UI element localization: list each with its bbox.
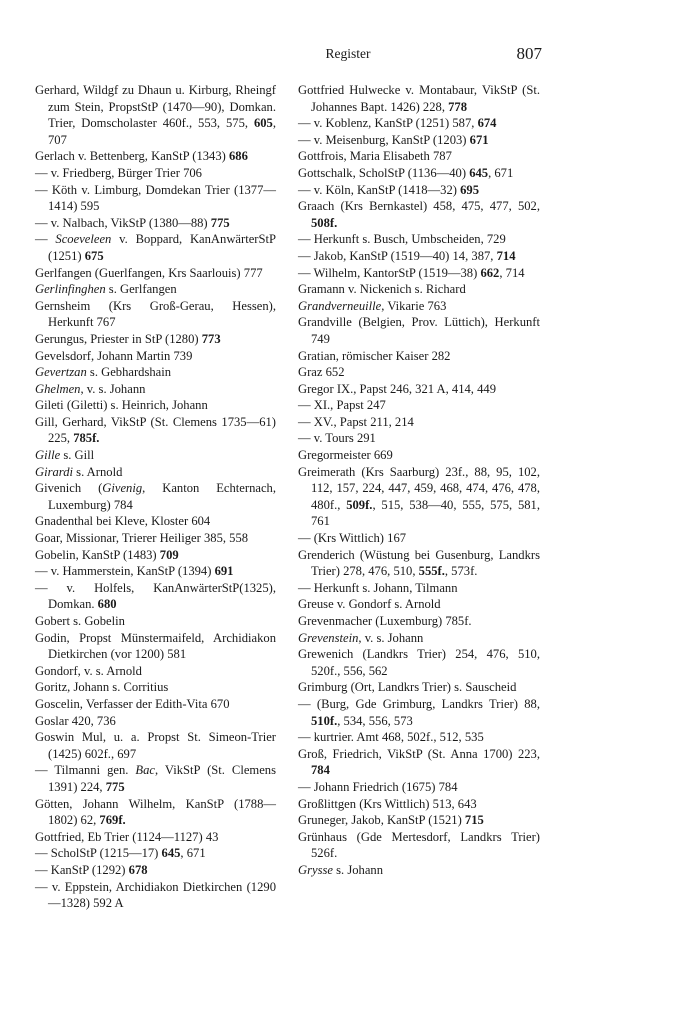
index-entry: Ghelmen, v. s. Johann <box>35 381 146 396</box>
index-entry: Godin, Propst Münstermaifeld, Archidiakon Dietkirchen (vor 1200) 581 <box>35 630 276 662</box>
index-entry: Großlittgen (Krs Wittlich) 513, 643 <box>298 796 477 811</box>
index-entry: Goritz, Johann s. Corritius <box>35 680 169 695</box>
index-entry: Grevenstein, v. s. Johann <box>298 630 424 645</box>
index-entry: Grandverneuille, Vikarie 763 <box>298 298 447 313</box>
index-entry: — Johann Friedrich (1675) 784 <box>298 779 458 794</box>
index-entry: Gerhard, Wildgf zu Dhaun u. Kirburg, Rheingf zum Stein, PropstStP (1470—90), Domkan. Trier, Domscholaster 460f., 553, 575, 605, 707 <box>35 83 276 147</box>
index-entry: Grysse s. Johann <box>298 862 384 877</box>
index-entry: Gottschalk, ScholStP (1136—40) 645, 671 <box>298 165 514 180</box>
index-entry: Gobert s. Gobelin <box>35 614 125 628</box>
index-column-right <box>298 82 540 879</box>
index-entry: — XV., Papst 211, 214 <box>298 414 414 429</box>
index-entry: — KanStP (1292) 678 <box>35 862 148 877</box>
index-entry: — v. Friedberg, Bürger Trier 706 <box>35 165 202 180</box>
index-entry: Goslar 420, 736 <box>35 713 116 728</box>
index-entry: — Scoeveleen v. Boppard, KanAnwärterStP (1251) 675 <box>35 232 276 263</box>
index-entry: Gondorf, v. s. Arnold <box>35 663 142 678</box>
index-entry: — Herkunft s. Busch, Umbscheiden, 729 <box>298 232 506 247</box>
index-entry: Gnadenthal bei Kleve, Kloster 604 <box>35 514 211 529</box>
index-entry: — kurtrier. Amt 468, 502f., 512, 535 <box>298 730 484 745</box>
index-entry: — Wilhelm, KantorStP (1519—38) 662, 714 <box>298 265 525 280</box>
index-entry: Gottfried Hulwecke v. Montabaur, VikStP (St. Johannes Bapt. 1426) 228, 778 <box>298 83 540 114</box>
index-entry: — Jakob, KanStP (1519—40) 14, 387, 714 <box>298 248 516 263</box>
running-title: Register <box>325 46 371 61</box>
index-entry: Gobelin, KanStP (1483) 709 <box>35 547 179 562</box>
index-entry: — ScholStP (1215—17) 645, 671 <box>35 846 206 861</box>
index-entry: Gernsheim (Krs Groß-Gerau, Hessen), Herkunft 767 <box>35 298 276 330</box>
index-entry: Gevertzan s. Gebhardshain <box>35 365 172 380</box>
index-entry: — (Burg, Gde Grimburg, Landkrs Trier) 88, 510f., 534, 556, 573 <box>298 696 540 728</box>
index-entry: Gerlfangen (Guerlfangen, Krs Saarlouis) 777 <box>35 265 263 280</box>
index-entry: Gille s. Gill <box>35 448 95 463</box>
index-entry: Grimburg (Ort, Landkrs Trier) s. Sauscheid <box>298 680 517 695</box>
index-entry: Gevelsdorf, Johann Martin 739 <box>35 348 193 363</box>
index-entry: Grenderich (Wüstung bei Gusenburg, Landkrs Trier) 278, 476, 510, 555f., 573f. <box>298 547 540 579</box>
index-entry: Graach (Krs Bernkastel) 458, 475, 477, 502, 508f. <box>298 199 540 230</box>
index-entry: Gerlach v. Bettenberg, KanStP (1343) 686 <box>35 149 248 164</box>
index-entry: — v. Hammerstein, KanStP (1394) 691 <box>35 564 234 579</box>
index-entry: Gerungus, Priester in StP (1280) 773 <box>35 331 221 346</box>
index-entry: — v. Holfels, KanAnwärterStP(1325), Domkan. 680 <box>35 580 276 612</box>
index-entry: Gileti (Giletti) s. Heinrich, Johann <box>35 398 208 413</box>
index-column-left <box>35 82 276 912</box>
index-entry: — Tilmanni gen. Bac, VikStP (St. Clemens 1391) 224, 775 <box>35 763 276 794</box>
page-number: 807 <box>516 44 542 63</box>
index-entry: Grünhaus (Gde Mertesdorf, Landkrs Trier) 526f. <box>298 829 540 861</box>
index-entry: Gill, Gerhard, VikStP (St. Clemens 1735—61) 225, 785f. <box>35 414 276 446</box>
index-entry: — v. Tours 291 <box>298 431 376 446</box>
index-entry: Götten, Johann Wilhelm, KanStP (1788—1802) 62, 769f. <box>35 796 276 828</box>
index-entry: Greuse v. Gondorf s. Arnold <box>298 597 441 612</box>
index-entry: — v. Meisenburg, KanStP (1203) 671 <box>298 132 489 147</box>
index-entry: — v. Köln, KanStP (1418—32) 695 <box>298 182 479 197</box>
index-entry: Gottfried, Eb Trier (1124—1127) 43 <box>35 829 219 844</box>
index-entry: Groß, Friedrich, VikStP (St. Anna 1700) 223, 784 <box>298 746 540 778</box>
index-entry: Grewenich (Landkrs Trier) 254, 476, 510, 520f., 556, 562 <box>298 647 540 678</box>
index-entry: Gregormeister 669 <box>298 448 393 463</box>
index-entry: Gruneger, Jakob, KanStP (1521) 715 <box>298 813 484 828</box>
index-entry: — (Krs Wittlich) 167 <box>298 531 407 546</box>
index-entry: — Herkunft s. Johann, Tilmann <box>298 580 458 595</box>
index-entry: Goar, Missionar, Trierer Heiliger 385, 558 <box>35 531 249 546</box>
index-entry: — v. Eppstein, Archidiakon Dietkirchen (1290—1328) 592 A <box>35 879 276 911</box>
index-entry: Greimerath (Krs Saarburg) 23f., 88, 95, 102, 112, 157, 224, 447, 459, 468, 474, 476, 478, 480f., 509f., 515, 538—40, 555, 575, 581, 761 <box>298 464 541 529</box>
index-entry: Gregor IX., Papst 246, 321 A, 414, 449 <box>298 381 496 396</box>
index-entry: Goscelin, Verfasser der Edith-Vita 670 <box>35 696 230 711</box>
index-entry: Goswin Mul, u. a. Propst St. Simeon-Trier (1425) 602f., 697 <box>35 730 276 761</box>
index-entry: — Köth v. Limburg, Domdekan Trier (1377—1414) 595 <box>35 182 276 214</box>
index-entry: Graz 652 <box>298 365 345 380</box>
index-entry: — XI., Papst 247 <box>298 398 386 413</box>
index-entry: Grevenmacher (Luxemburg) 785f. <box>298 614 472 628</box>
index-entry: Gramann v. Nickenich s. Richard <box>298 282 466 297</box>
page-header <box>0 44 700 66</box>
index-entry: Givenich (Givenig, Kanton Echternach, Luxemburg) 784 <box>35 481 276 512</box>
index-entry: Grandville (Belgien, Prov. Lüttich), Herkunft 749 <box>298 315 540 346</box>
index-entry: Girardi s. Arnold <box>35 464 123 479</box>
index-entry: — v. Nalbach, VikStP (1380—88) 775 <box>35 215 230 230</box>
index-entry: Gottfrois, Maria Elisabeth 787 <box>298 149 452 164</box>
index-entry: Gratian, römischer Kaiser 282 <box>298 348 451 363</box>
index-entry: Gerlinfinghen s. Gerlfangen <box>35 282 177 297</box>
index-entry: — v. Koblenz, KanStP (1251) 587, 674 <box>298 116 497 131</box>
